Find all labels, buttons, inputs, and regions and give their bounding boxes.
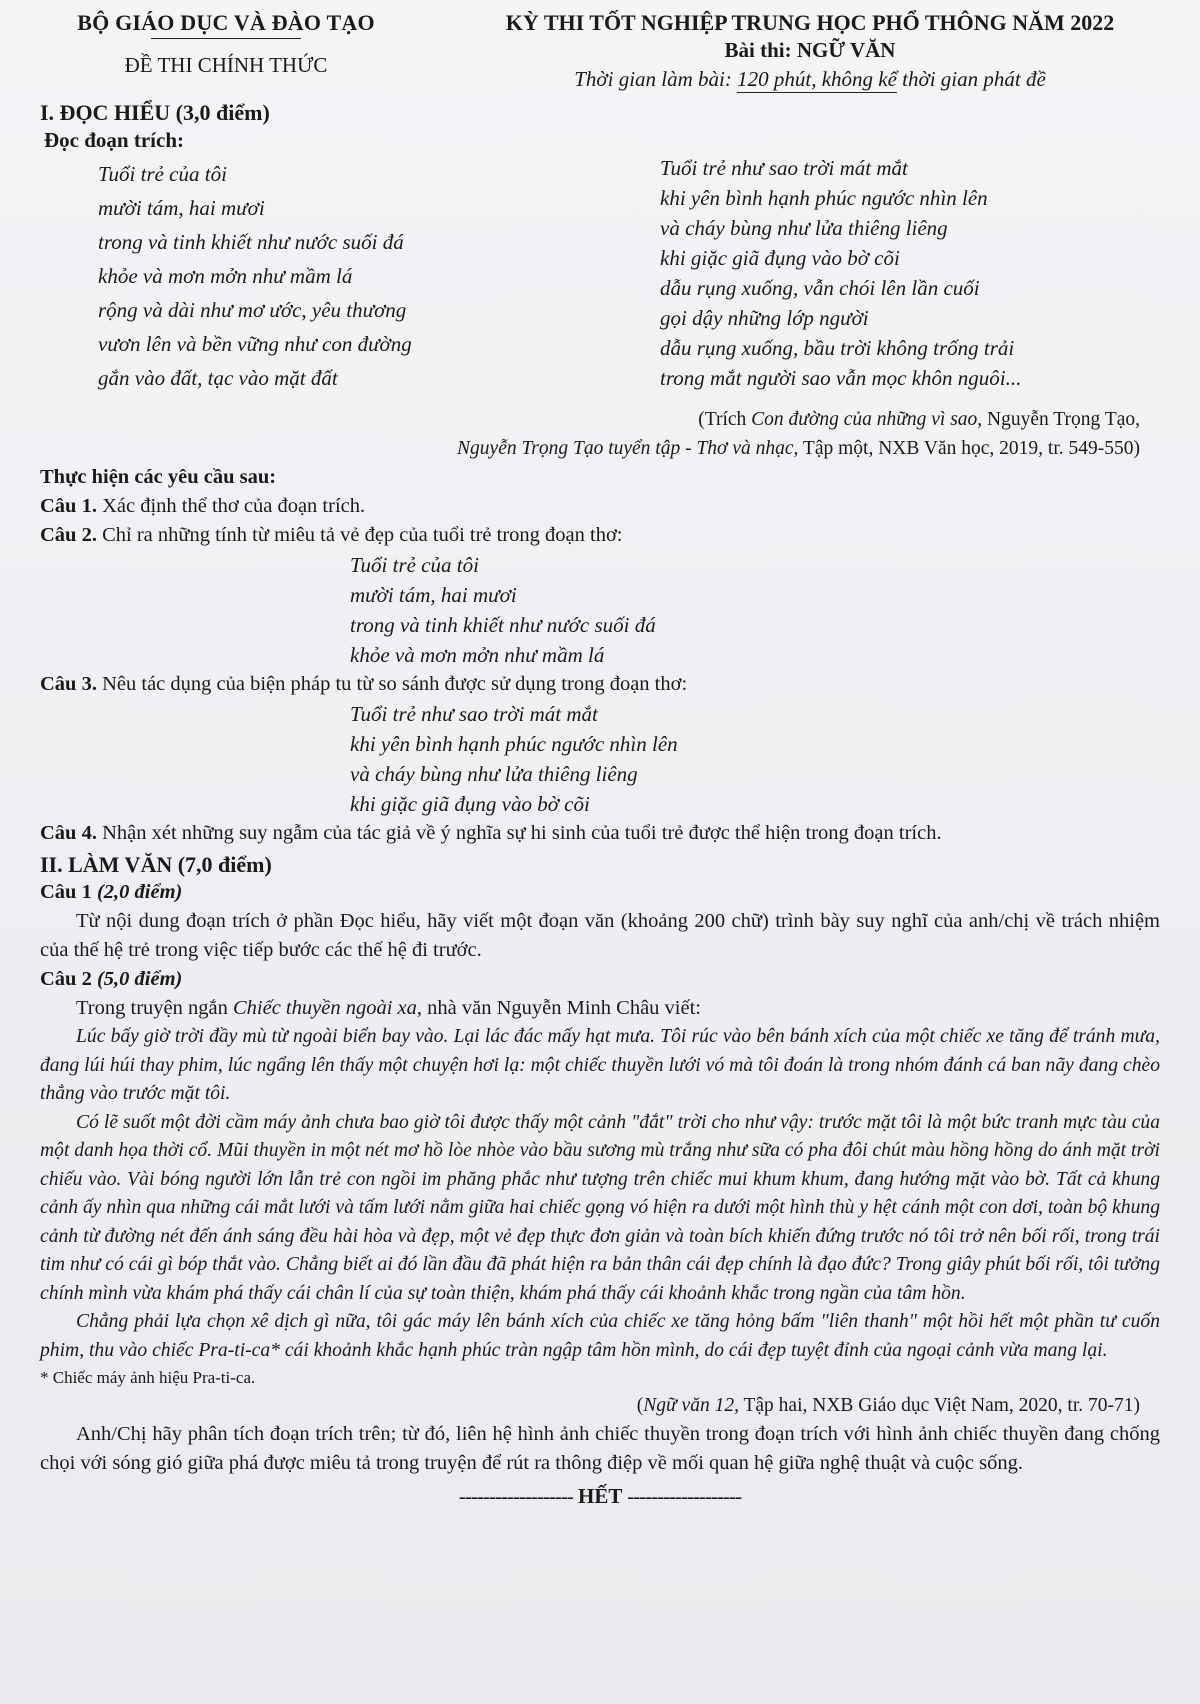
end-text: HẾT bbox=[572, 1484, 628, 1508]
source-text: , Tập một, NXB Văn học, 2019, tr. 549-550) bbox=[793, 438, 1140, 459]
ministry-name: BỘ GIÁO DỤC VÀ ĐÀO TẠO bbox=[77, 10, 375, 35]
quote-line: Tuổi trẻ của tôi bbox=[350, 553, 479, 577]
section2-title: II. LÀM VĂN (7,0 điểm) bbox=[40, 852, 272, 877]
question-text: Xác định thể thơ của đoạn trích. bbox=[96, 495, 366, 517]
poem-line: Tuổi trẻ như sao trời mát mắt bbox=[660, 156, 908, 180]
end-marker bbox=[40, 1484, 1160, 1509]
dash-left: ------------------- bbox=[458, 1484, 573, 1508]
source-book: Nguyễn Trọng Tạo tuyển tập - Thơ và nhạc bbox=[457, 438, 794, 459]
excerpt-paragraph: Có lẽ suốt một đời cầm máy ảnh chưa bao giờ tôi được thấy một cảnh "đắt" trời cho như vậy: trước mặt tôi là một bức tranh mực tàu của một danh họa thời cổ. Mũi thuyền in một nét mơ hồ lòe nhòe vào bầu sương mù trắng như sữa có pha đôi chút màu hồng hồng do ánh mặt trời chiếu vào. Vài bóng người lớn lẫn trẻ con ngồi im phăng phắc như tượng trên chiếc mui khum khum, đang hướng mặt vào bờ. Tất cả khung cảnh ấy nhìn qua những cái mắt lưới và tấm lưới nằm giữa hai chiếc gọng vó hiện ra dưới một hình thù y hệt cánh một con dơi, toàn bộ khung cảnh từ đường nét đến ánh sáng đều hài hòa và đẹp, một vẻ đẹp thực đơn giản và toàn bích khiến đứng trước nó tôi trở nên bối rối, trong trái tim như có cái gì bóp thắt vào. Chẳng biết ai đó lần đầu đã phát hiện ra bản thân cái đẹp chính là đạo đức? Trong giây phút bối rối, tôi tưởng chính mình vừa khám phá thấy cái chân lí của sự toàn thiện, khám phá thấy cái khoảnh khắc trong ngần của tâm hồn. bbox=[40, 1111, 1160, 1304]
intro-text: , nhà văn Nguyễn Minh Châu viết: bbox=[416, 997, 701, 1019]
source-text: ( bbox=[636, 1395, 644, 1416]
question-1 bbox=[40, 492, 1160, 521]
poem-right-column bbox=[660, 153, 1021, 393]
source-title: Con đường của những vì sao bbox=[751, 409, 978, 430]
quote-line: mười tám, hai mươi bbox=[350, 583, 517, 607]
question-text: Nêu tác dụng của biện pháp tu từ so sánh được sử dụng trong đoạn thơ: bbox=[96, 673, 688, 695]
question-label: Câu 4. bbox=[40, 822, 97, 844]
poem-line: vươn lên và bền vững như con đường bbox=[98, 332, 412, 356]
question-text: Chỉ ra những tính từ miêu tả vẻ đẹp của tuổi trẻ trong đoạn thơ: bbox=[96, 524, 623, 546]
question-3-quote bbox=[40, 699, 1160, 819]
essay-points: (5,0 điểm) bbox=[96, 968, 183, 990]
question-label: Câu 3. bbox=[40, 673, 97, 695]
poem-line: dẫu rụng xuống, vẫn chói lên lần cuối bbox=[660, 276, 980, 300]
essay-2-intro bbox=[40, 994, 1160, 1023]
source-book: Ngữ văn 12 bbox=[643, 1395, 735, 1416]
poem-line: gọi dậy những lớp người bbox=[660, 306, 869, 330]
dash-right: ------------------- bbox=[627, 1484, 742, 1508]
essay-label: Câu 2 bbox=[40, 968, 97, 990]
excerpt-source bbox=[40, 1391, 1160, 1420]
quote-line: khi yên bình hạnh phúc ngước nhìn lên bbox=[350, 732, 678, 756]
section1-title: I. ĐỌC HIỂU (3,0 điểm) bbox=[40, 100, 270, 125]
exam-title: KỲ THI TỐT NGHIỆP TRUNG HỌC PHỔ THÔNG NĂM 2022 bbox=[505, 10, 1115, 35]
tasks-label-text: Thực hiện các yêu cầu sau: bbox=[40, 466, 277, 488]
question-text: Nhận xét những suy ngẫm của tác giả về ý nghĩa sự hi sinh của tuổi trẻ được thể hiện trong đoạn trích. bbox=[96, 822, 942, 844]
poem-line: trong và tinh khiết như nước suối đá bbox=[98, 230, 404, 254]
question-3 bbox=[40, 670, 1160, 699]
poem-line: và cháy bùng như lửa thiêng liêng bbox=[660, 216, 948, 240]
exam-subject: Bài thi: NGỮ VĂN bbox=[724, 38, 896, 62]
poem-line: Tuổi trẻ của tôi bbox=[98, 162, 227, 186]
quote-line: trong và tinh khiết như nước suối đá bbox=[350, 613, 656, 637]
quote-line: khỏe và mơn mởn như mầm lá bbox=[350, 643, 605, 667]
duration-prefix: Thời gian làm bài: bbox=[574, 67, 738, 91]
duration-underlined: 120 phút, không kể bbox=[737, 67, 897, 91]
essay-1-prompt: Từ nội dung đoạn trích ở phần Đọc hiểu, hãy viết một đoạn văn (khoảng 200 chữ) trình bày suy nghĩ của anh/chị về trách nhiệm của thế hệ trẻ trong việc tiếp bước các thế hệ đi trước. bbox=[40, 910, 1160, 961]
essay-2-heading bbox=[40, 965, 1160, 994]
poem-source bbox=[40, 405, 1160, 463]
official-label: ĐỀ THI CHÍNH THỨC bbox=[124, 53, 328, 77]
quote-line: Tuổi trẻ như sao trời mát mắt bbox=[350, 702, 598, 726]
source-text: , Nguyễn Trọng Tạo, bbox=[977, 409, 1140, 430]
ministry-underline bbox=[151, 38, 301, 39]
header-left bbox=[56, 10, 396, 78]
poem-line: khi giặc giã đụng vào bờ cõi bbox=[660, 246, 900, 270]
essay-1-heading bbox=[40, 878, 1160, 907]
source-text: , Tập hai, NXB Giáo dục Việt Nam, 2020, tr. 70-71) bbox=[734, 1395, 1140, 1416]
story-title: Chiếc thuyền ngoài xa bbox=[232, 997, 417, 1019]
poem-line: khi yên bình hạnh phúc ngước nhìn lên bbox=[660, 186, 988, 210]
read-label: Đọc đoạn trích: bbox=[44, 128, 184, 152]
poem bbox=[40, 153, 1160, 405]
poem-line: khỏe và mơn mởn như mầm lá bbox=[98, 264, 353, 288]
header-right bbox=[420, 10, 1200, 92]
quote-line: và cháy bùng như lửa thiêng liêng bbox=[350, 762, 638, 786]
excerpt-paragraph: Chẳng phải lựa chọn xê dịch gì nữa, tôi gác máy lên bánh xích của chiếc xe tăng hỏng bấm "liên thanh" một hồi hết một phần tư cuốn phim, thu vào chiếc Pra-ti-ca* cái khoảnh khắc hạnh phúc tràn ngập tâm hồn mình, do cái đẹp tuyệt đỉnh của ngoại cảnh vừa mang lại. bbox=[40, 1311, 1160, 1361]
essay-2-task: Anh/Chị hãy phân tích đoạn trích trên; từ đó, liên hệ hình ảnh chiếc thuyền trong đoạn trích với hình ảnh chiếc thuyền đang chống chọi với sóng gió giữa phá được miêu tả trong truyện để rút ra thông điệp về mối quan hệ giữa nghệ thuật và cuộc sống. bbox=[40, 1423, 1160, 1474]
question-2 bbox=[40, 521, 1160, 550]
question-4 bbox=[40, 819, 1160, 848]
exam-duration bbox=[420, 67, 1200, 92]
source-line-1 bbox=[40, 405, 1140, 434]
source-line-2 bbox=[40, 434, 1140, 463]
tasks-label bbox=[40, 463, 1160, 492]
poem-line: dẫu rụng xuống, bầu trời không trống trải bbox=[660, 336, 1015, 360]
essay-label: Câu 1 bbox=[40, 881, 97, 903]
poem-line: trong mắt người sao vẫn mọc khôn nguôi... bbox=[660, 366, 1022, 390]
essay-points: (2,0 điểm) bbox=[96, 881, 183, 903]
question-label: Câu 2. bbox=[40, 524, 97, 546]
intro-text: Trong truyện ngắn bbox=[76, 997, 233, 1019]
duration-suffix: thời gian phát đề bbox=[896, 67, 1046, 91]
exam-header bbox=[40, 10, 1160, 96]
source-text: (Trích bbox=[698, 409, 752, 430]
question-label: Câu 1. bbox=[40, 495, 97, 517]
question-2-quote bbox=[40, 550, 1160, 670]
poem-line: gắn vào đất, tạc vào mặt đất bbox=[98, 366, 338, 390]
poem-line: rộng và dài như mơ ước, yêu thương bbox=[98, 298, 407, 322]
footnote: * Chiếc máy ảnh hiệu Pra-ti-ca. bbox=[40, 1368, 256, 1387]
poem-line: mười tám, hai mươi bbox=[98, 196, 265, 220]
excerpt-paragraph: Lúc bấy giờ trời đầy mù từ ngoài biển bay vào. Lại lác đác mấy hạt mưa. Tôi rúc vào bên bánh xích của một chiếc xe tăng để tránh mưa, đang lúi húi thay phim, lúc ngẩng lên thấy một chuyện hơi lạ: một chiếc thuyền lưới vó mà tôi đoán là trong nhóm đánh cá ban nãy đang chèo thẳng vào trước mặt tôi. bbox=[40, 1026, 1160, 1104]
quote-line: khi giặc giã đụng vào bờ cõi bbox=[350, 792, 590, 816]
poem-left-column bbox=[98, 157, 412, 395]
